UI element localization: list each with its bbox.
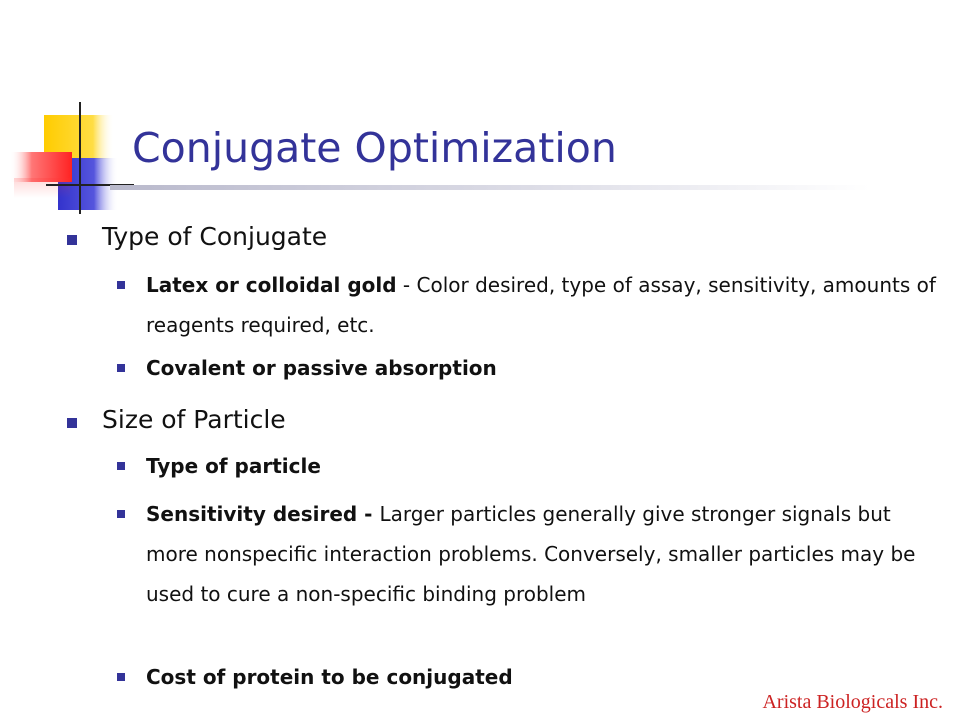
section-heading-type-of-conjugate: Type of Conjugate — [102, 222, 328, 251]
title-underline — [110, 185, 870, 190]
sub-bullet-square — [117, 510, 125, 518]
slide-title: Conjugate Optimization — [132, 124, 617, 172]
deco-red-fade — [14, 178, 70, 198]
bullet-square — [67, 235, 77, 245]
sub-item-bold: Latex or colloidal gold — [146, 273, 397, 297]
sub-item-type-of-particle — [146, 446, 946, 486]
sub-item-text: - Color desired, type of assay, sensitivity, amounts of reagents required, etc. — [146, 273, 936, 337]
sub-item-text: Larger particles generally give stronger signals but more nonspecific interaction problems. Conversely, smaller particles may be used to cure a non-specific binding problem — [146, 502, 916, 606]
sub-item-bold: Cost of protein to be conjugated — [146, 665, 513, 689]
sub-bullet-square — [117, 673, 125, 681]
sub-bullet-square — [117, 281, 125, 289]
deco-red-band — [10, 152, 72, 182]
corner-decoration — [0, 90, 140, 220]
sub-item-bold: Type of particle — [146, 454, 321, 478]
footer-company-name: Arista Biologicals Inc. — [762, 691, 943, 713]
sub-item-sensitivity — [146, 494, 936, 614]
sub-item-bold: Sensitivity desired - — [146, 502, 380, 526]
sub-item-covalent-passive — [146, 348, 946, 388]
section-heading-size-of-particle: Size of Particle — [102, 405, 286, 434]
sub-bullet-square — [117, 364, 125, 372]
sub-item-latex-gold — [146, 265, 946, 345]
bullet-square — [67, 418, 77, 428]
sub-item-bold: Covalent or passive absorption — [146, 356, 497, 380]
sub-bullet-square — [117, 462, 125, 470]
